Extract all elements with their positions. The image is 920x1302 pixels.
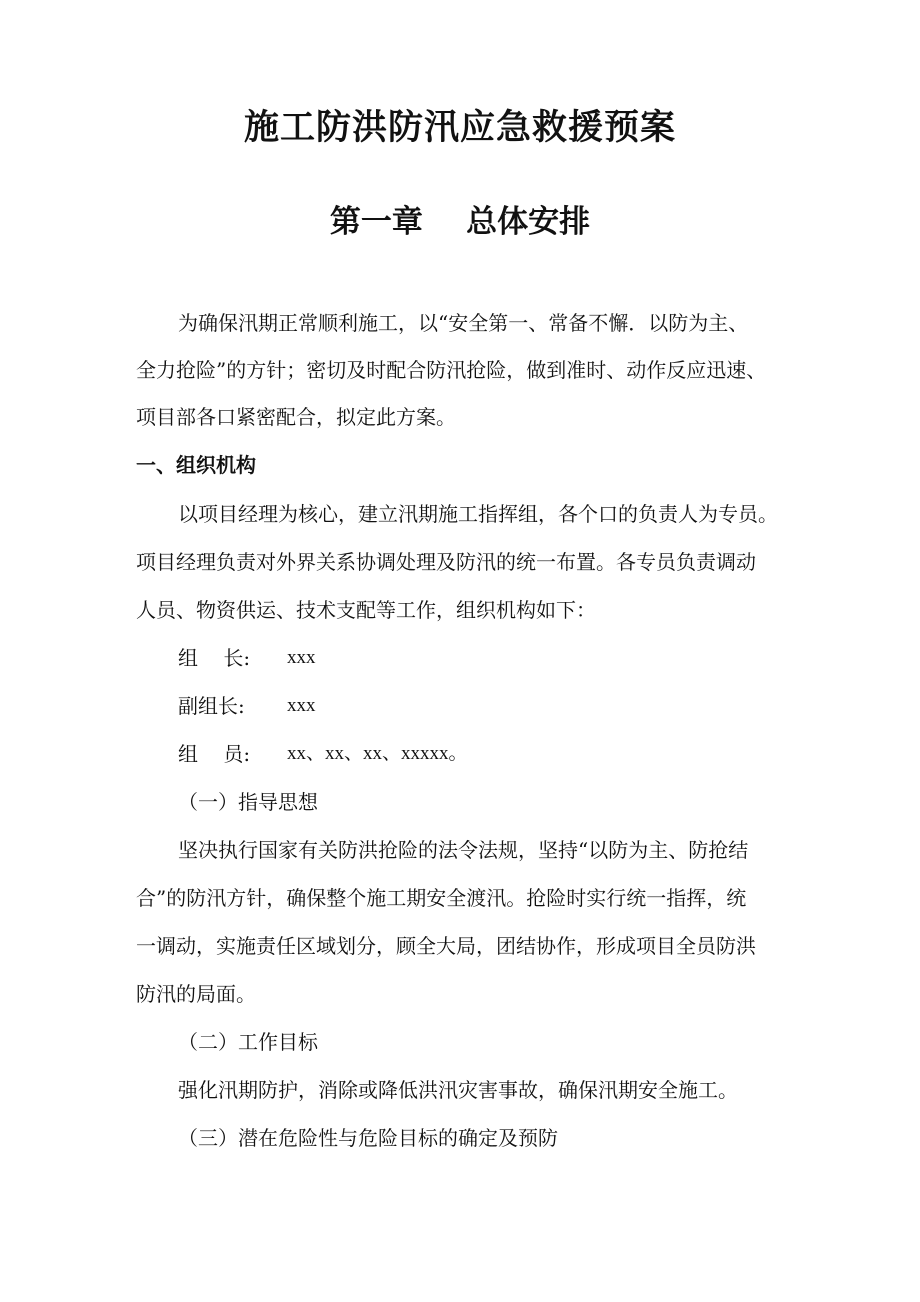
guiding-line-2: 合”的防汛方针，确保整个施工期安全渡汛。抢险时实行统一指挥，统 xyxy=(136,886,747,910)
member-label-deputy: 副组长: xyxy=(178,694,245,718)
intro-line-3: 项目部各口紧密配合，拟定此方案。 xyxy=(136,405,456,429)
intro-line-2: 全力抢险”的方针；密切及时配合防汛抢险，做到准时、动作反应迅速、 xyxy=(136,358,767,382)
section-heading-organization: 一、组织机构 xyxy=(136,453,256,477)
subsection-heading-hazard-targets: （三）潜在危险性与危险目标的确定及预防 xyxy=(178,1126,558,1150)
work-goal-line-1: 强化汛期防护，消除或降低洪汛灾害事故，确保汛期安全施工。 xyxy=(178,1078,738,1102)
member-value-deputy: xxx xyxy=(287,695,316,716)
organization-line-1: 以项目经理为核心，建立汛期施工指挥组，各个口的负责人为专员。 xyxy=(178,502,778,526)
document-title: 施工防洪防汛应急救援预案 xyxy=(243,107,676,148)
guiding-line-3: 一调动，实施责任区域划分，顾全大局，团结协作，形成项目全员防洪 xyxy=(136,934,756,958)
member-value-members: xx、xx、xx、xxxxx。 xyxy=(287,743,468,764)
guiding-line-4: 防汛的局面。 xyxy=(136,982,256,1006)
member-value-leader: xxx xyxy=(287,647,316,668)
organization-line-2: 项目经理负责对外界关系协调处理及防汛的统一布置。各专员负责调动 xyxy=(136,550,756,574)
subsection-heading-work-goal: （二）工作目标 xyxy=(178,1030,318,1054)
organization-line-3: 人员、物资供运、技术支配等工作，组织机构如下： xyxy=(136,598,596,622)
guiding-line-1: 坚决执行国家有关防洪抢险的法令法规，坚持“以防为主、防抢结 xyxy=(178,838,749,862)
member-label-leader: 组 长: xyxy=(178,646,251,670)
intro-line-1: 为确保汛期正常顺利施工，以“安全第一、常备不懈．以防为主、 xyxy=(178,311,749,335)
chapter-heading: 第一章 总体安排 xyxy=(329,204,591,240)
subsection-heading-guiding-ideology: （一）指导思想 xyxy=(178,790,318,814)
member-label-members: 组 员: xyxy=(178,742,251,766)
